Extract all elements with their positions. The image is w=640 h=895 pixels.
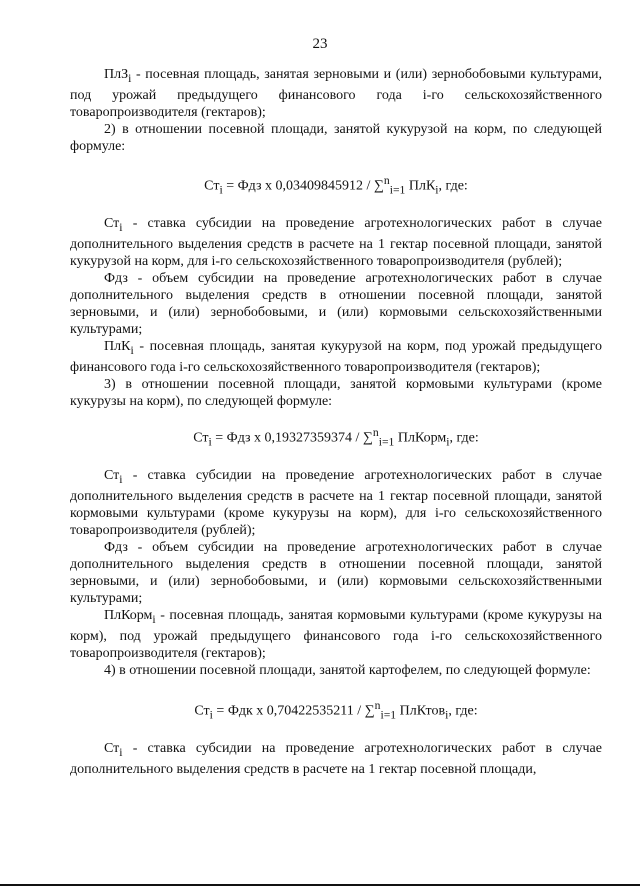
equals-sign: =	[212, 703, 228, 719]
paragraph	[70, 467, 602, 539]
subscript: i	[119, 746, 123, 760]
page-bottom-rule	[0, 884, 640, 886]
paragraph-text: - ставка субсидии на проведение агротехнологических работ в случае дополнительного выделения средств в расчете на 1 гектар посевной площади,	[70, 741, 602, 778]
term: ПлК	[104, 339, 131, 355]
paragraph: Фдз - объем субсидии на проведение агротехнологических работ в случае дополнительного выделения средств в отношении посевной площади, занятой зерновыми, и (или) зернобобовыми, и (или) кормовыми сельскохозяйственными культурами;	[70, 271, 602, 338]
formula-lhs: Ст	[193, 430, 209, 446]
paragraph	[70, 215, 602, 270]
paragraph: 4) в отношении посевной площади, занятой картофелем, по следующей формуле:	[104, 662, 591, 678]
formula-body: Фдк х 0,70422535211 / ∑	[227, 703, 375, 719]
paragraph-text: - ставка субсидии на проведение агротехнологических работ в случае дополнительного выделения средств в расчете на 1 гектар посевной площади, занятой кукурузой на корм, для i-го сельскохозяйственного товаропроизводителя (рублей);	[70, 216, 602, 270]
formula-end: , где:	[448, 703, 478, 719]
subscript: i	[435, 183, 439, 197]
equals-sign: =	[222, 178, 238, 194]
formula-term: ПлКорм	[394, 430, 447, 446]
equals-sign: =	[211, 430, 227, 446]
formula-body: Фдз х 0,19327359374 / ∑	[226, 430, 373, 446]
page-number: 23	[312, 36, 328, 52]
formula-body: Фдз х 0,03409845912 / ∑	[237, 178, 384, 194]
subscript: i	[119, 473, 123, 487]
term: Ст	[104, 216, 120, 232]
subscript: i=1	[380, 708, 397, 722]
subscript: i	[152, 612, 156, 626]
term: ПлЗ	[104, 67, 129, 82]
subscript: i	[130, 343, 134, 357]
subscript: i	[446, 435, 450, 449]
formula-end: , где:	[449, 430, 479, 446]
paragraph-text: - посевная площадь, занятая кормовыми культурами (кроме кукурузы на корм), под урожай предыдущего финансового года i-го сельскохозяйственного товаропроизводителя (гектаров);	[70, 608, 602, 661]
subscript: i	[209, 708, 213, 722]
term: ПлКорм	[104, 608, 153, 624]
formula	[70, 172, 602, 198]
formula	[70, 697, 602, 723]
subscript: i=1	[378, 435, 395, 449]
formula-term: ПлКтов	[396, 703, 446, 719]
subscript: i	[219, 183, 223, 197]
formula-end: , где:	[438, 178, 468, 194]
formula-lhs: Ст	[194, 703, 210, 719]
formula-term: ПлК	[405, 178, 436, 194]
superscript: n	[383, 173, 390, 187]
paragraph-text: - посевная площадь, занятая зерновыми и (или) зернобобовыми культурами, под урожай предыдущего финансового года i-го сельскохозяйственного товаропроизводителя (гектаров);	[70, 67, 602, 120]
paragraph	[70, 740, 602, 778]
superscript: n	[374, 698, 381, 712]
subscript: i	[445, 708, 449, 722]
subscript: i=1	[389, 183, 406, 197]
formula	[70, 424, 602, 450]
subscript: i	[128, 71, 132, 85]
paragraph	[70, 338, 602, 376]
paragraph: Фдз - объем субсидии на проведение агротехнологических работ в случае дополнительного выделения средств в отношении посевной площади, занятой зерновыми, и (или) зернобобовыми, и (или) кормовыми сельскохозяйственными культурами;	[70, 540, 602, 607]
paragraph: 2) в отношении посевной площади, занятой кукурузой на корм, по следующей формуле:	[70, 121, 602, 154]
paragraph-text: - ставка субсидии на проведение агротехнологических работ в случае дополнительного выделения средств в расчете на 1 гектар посевной площади, занятой кормовыми культурами (кроме кукурузы на корм), для i-го сельскохозяйственного товаропроизводителя (рублей);	[70, 468, 602, 539]
paragraph-text: - посевная площадь, занятая кукурузой на корм, под урожай предыдущего финансового года i-го сельскохозяйственного товаропроизводителя (гектаров);	[70, 339, 602, 375]
paragraph	[70, 66, 602, 121]
subscript: i	[208, 435, 212, 449]
term: Ст	[104, 741, 120, 757]
document-body	[70, 66, 602, 778]
paragraph: 3) в отношении посевной площади, занятой кормовыми культурами (кроме кукурузы на корм), по следующей формуле:	[70, 376, 602, 409]
formula-lhs: Ст	[204, 178, 220, 194]
superscript: n	[372, 425, 379, 439]
subscript: i	[119, 221, 123, 235]
term: Ст	[104, 468, 120, 484]
paragraph	[70, 607, 602, 662]
